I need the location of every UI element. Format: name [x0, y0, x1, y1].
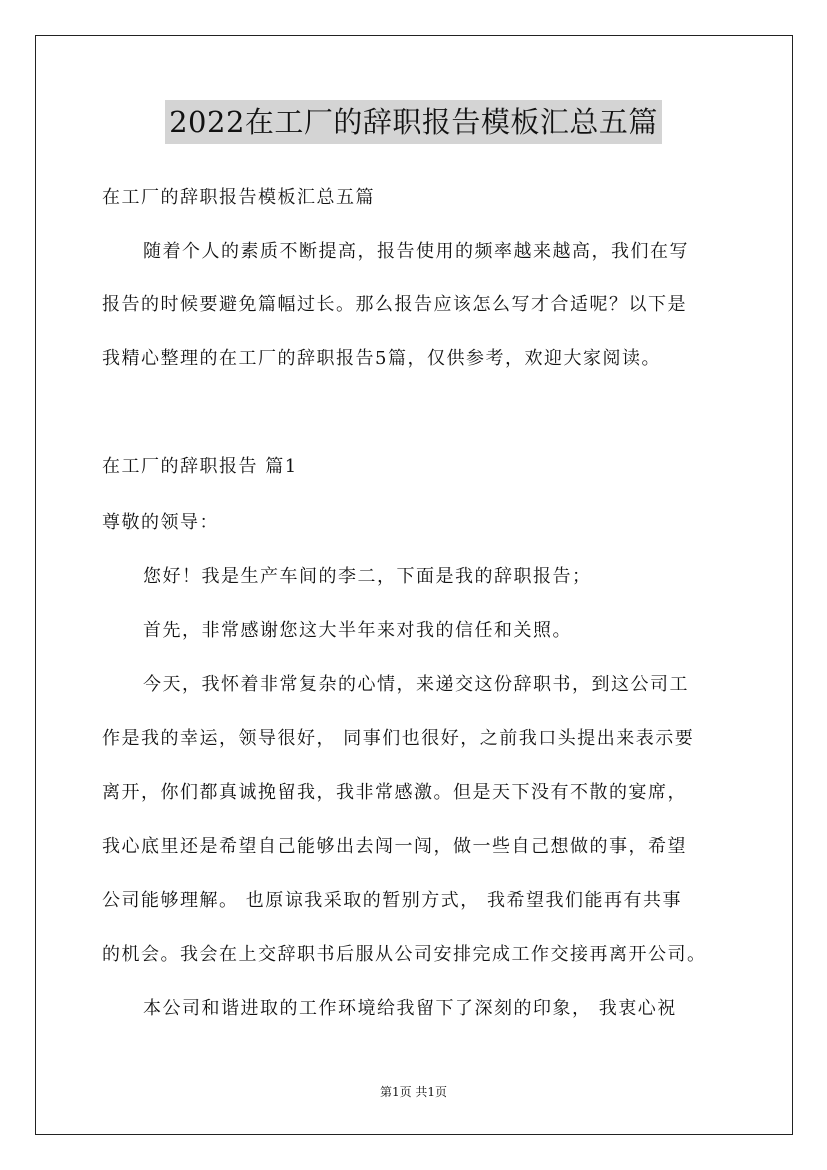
salutation: 尊敬的领导： [102, 512, 219, 533]
paragraph-line: 随着个人的素质不断提高，报告使用的频率越来越高，我们在写 [143, 241, 689, 262]
paragraph-line: 的机会。我会在上交辞职书后服从公司安排完成工作交接再离开公司。 [102, 944, 707, 965]
paragraph-line: 报告的时候要避免篇幅过长。那么报告应该怎么写才合适呢？以下是 [102, 294, 687, 315]
paragraph-line: 离开，你们都真诚挽留我，我非常感激。但是天下没有不散的宴席， [102, 782, 687, 803]
paragraph-line: 我心底里还是希望自己能够出去闯一闯，做一些自己想做的事，希望 [102, 836, 687, 857]
page-footer: 第1页 共1页 [379, 1085, 448, 1099]
subtitle-line: 在工厂的辞职报告模板汇总五篇 [102, 187, 375, 208]
paragraph-line: 我精心整理的在工厂的辞职报告5篇，仅供参考，欢迎大家阅读。 [102, 348, 661, 369]
paragraph-line: 首先，非常感谢您这大半年来对我的信任和关照。 [143, 620, 572, 641]
document-title: 2022在工厂的辞职报告模板汇总五篇 [165, 100, 662, 144]
section-heading: 在工厂的辞职报告 篇1 [102, 456, 298, 477]
paragraph-line: 本公司和谐进取的工作环境给我留下了深刻的印象， 我衷心祝 [143, 998, 677, 1019]
paragraph-line: 今天，我怀着非常复杂的心情，来递交这份辞职书，到这公司工 [143, 674, 689, 695]
title-container [0, 100, 827, 144]
paragraph-line: 公司能够理解。 也原谅我采取的暂别方式， 我希望我们能再有共事 [102, 890, 682, 911]
paragraph-line: 您好！我是生产车间的李二，下面是我的辞职报告； [143, 566, 592, 587]
paragraph-line: 作是我的幸运，领导很好， 同事们也很好，之前我口头提出来表示要 [102, 728, 695, 749]
